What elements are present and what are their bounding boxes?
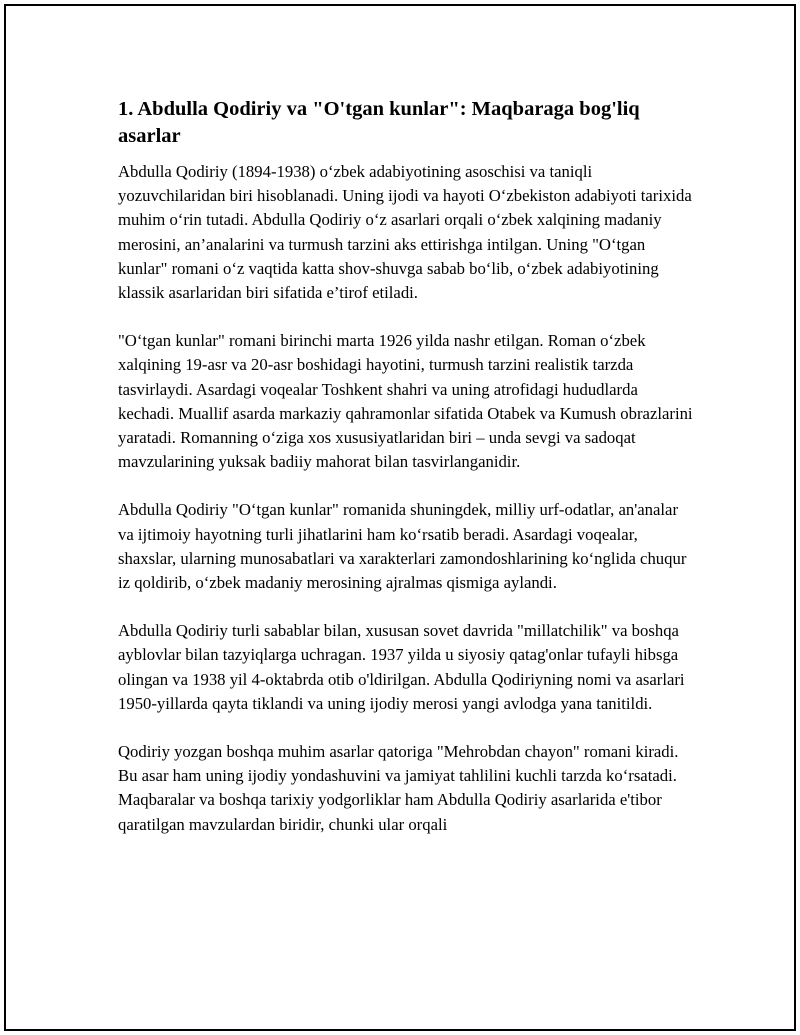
paragraph-novel-publication: "O‘tgan kunlar" romani birinchi marta 1926 yilda nashr etilgan. Roman o‘zbek xalqining 19-asr va 20-asr boshidagi hayotini, turmush tarzini realistik tarzda tasvirlaydi. Asardagi voqealar Toshkent shahri va uning atrofidagi hududlarda kechadi. Muallif asarda markaziy qahramonlar sifatida Otabek va Kumush obrazlarini yaratadi. Romanning o‘ziga xos xususiyatlaridan biri – unda sevgi va sadoqat mavzularining yuksak badiiy mahorat bilan tasvirlanganidir. [118, 331, 693, 472]
paragraph-traditions: Abdulla Qodiriy "O‘tgan kunlar" romanida shuningdek, milliy urf-odatlar, an'analar va ijtimoiy hayotning turli jihatlarini ham ko‘rsatib beradi. Asardagi voqealar, shaxslar, ularning munosabatlari va xarakterlari zamondoshlarining ko‘nglida chuqur iz qoldirib, o‘zbek madaniy merosining ajralmas qismiga aylandi. [118, 500, 687, 593]
document-body [118, 96, 694, 861]
paragraph-intro: Abdulla Qodiriy (1894-1938) o‘zbek adabiyotining asoschisi va taniqli yozuvchilaridan biri hisoblanadi. Uning ijodi va hayoti O‘zbekiston adabiyoti tarixida muhim o‘rin tutadi. Abdulla Qodiriy o‘z asarlari orqali o‘zbek xalqining madaniy merosini, an’analarini va turmush tarzini aks ettirishga intilgan. Uning "O‘tgan kunlar" romani o‘z vaqtida katta shov-shuvga sabab bo‘lib, o‘zbek adabiyotining klassik asarlaridan biri sifatida e’tirof etiladi. [118, 162, 692, 303]
paragraph-repression: Abdulla Qodiriy turli sabablar bilan, xususan sovet davrida "millatchilik" va boshqa ayblovlar bilan tazyiqlarga uchragan. 1937 yilda u siyosiy qatag'onlar tufayli hibsga olingan va 1938 yil 4-oktabrda otib o'ldirilgan. Abdulla Qodiriyning nomi va asarlari 1950-yillarda qayta tiklandi va uning ijodiy merosi yangi avlodga yana tanitildi. [118, 621, 685, 713]
paragraph-other-works: Qodiriy yozgan boshqa muhim asarlar qatoriga "Mehrobdan chayon" romani kiradi. Bu asar ham uning ijodiy yondashuvini va jamiyat tahlilini kuchli tarzda ko‘rsatadi. Maqbaralar va boshqa tarixiy yodgorliklar ham Abdulla Qodiriy asarlarida e'tibor qaratilgan mavzulardan biridir, chunki ular orqali [118, 742, 679, 834]
section-heading: 1. Abdulla Qodiriy va "O'tgan kunlar": Maqbaraga bog'liq asarlar [118, 98, 640, 147]
